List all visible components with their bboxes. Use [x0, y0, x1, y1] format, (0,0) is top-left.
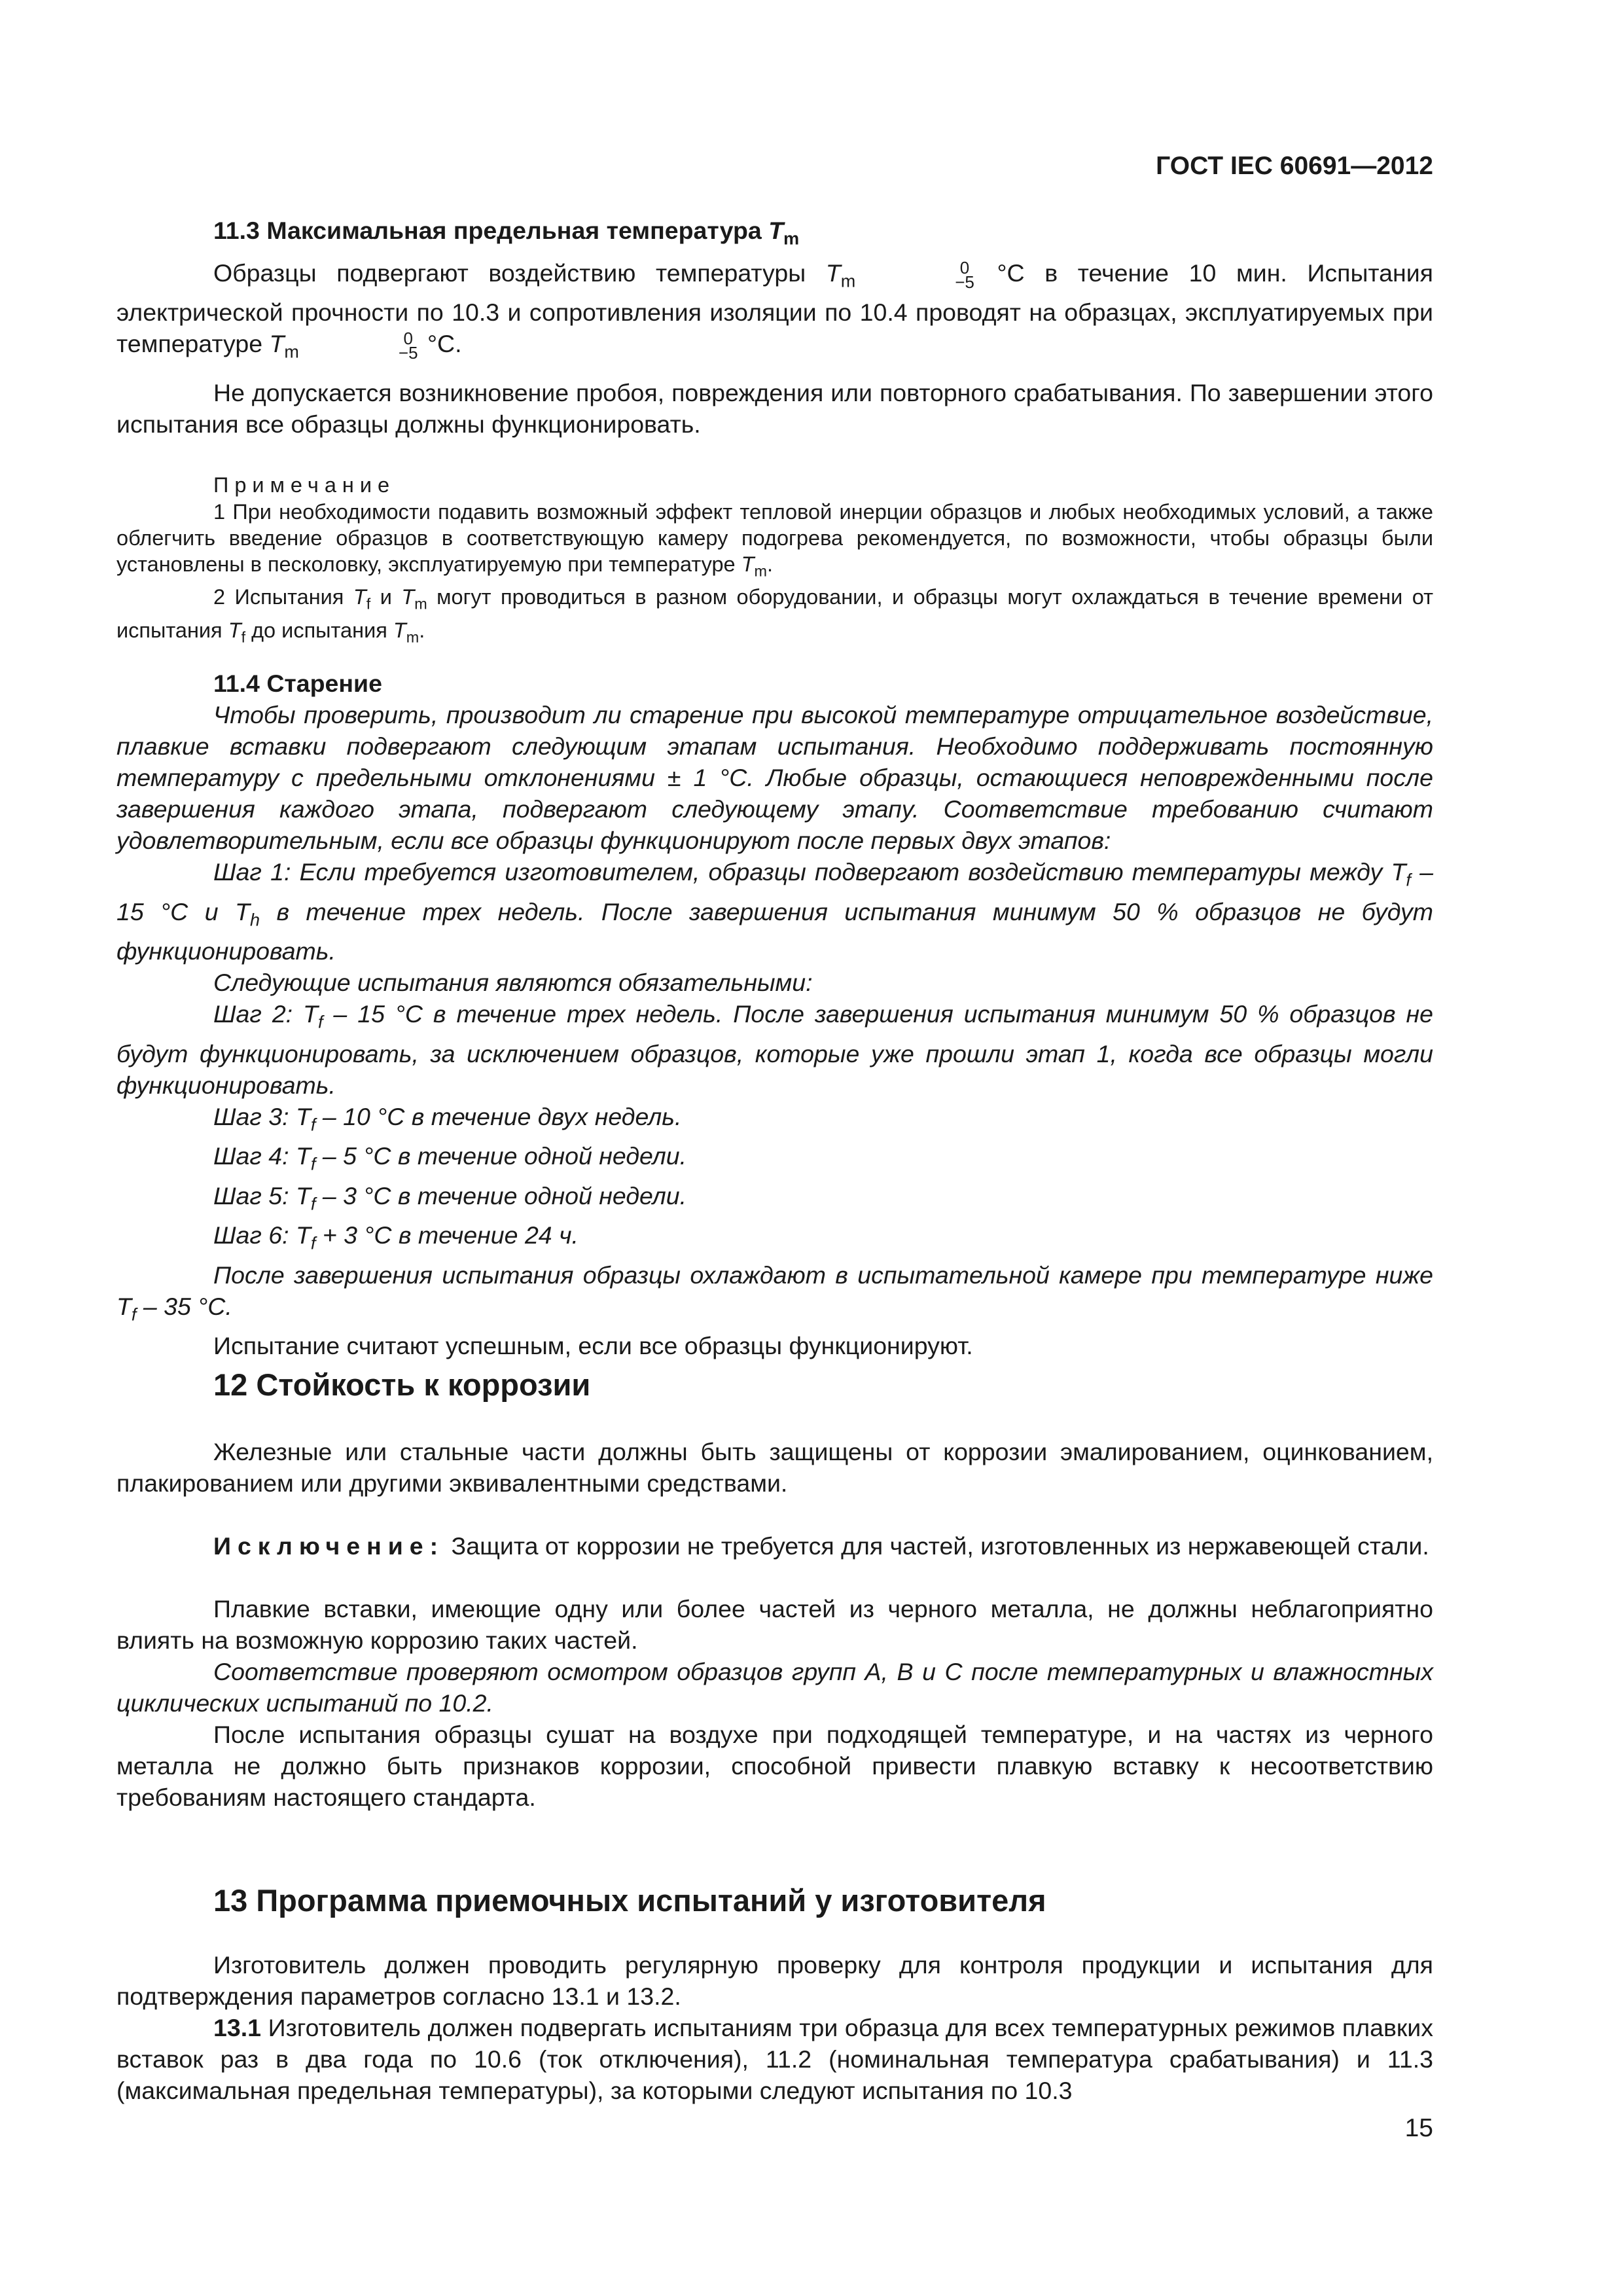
symbol-sub-f: f: [310, 1233, 316, 1253]
section-11-3-paragraph-2: Не допускается возникновение пробоя, повреждения или повторного срабатывания. По завершении этого испытания все образцы должны функционировать.: [116, 378, 1433, 438]
section-11-3-title-text: 11.3 Максимальная предельная температура: [213, 217, 769, 244]
symbol-T: T: [768, 217, 784, 244]
text-run: 2 Испытания: [213, 585, 353, 609]
symbol-T: T: [1391, 858, 1406, 886]
text-run: – 35 °С.: [136, 1292, 232, 1320]
symbol-T: T: [295, 1102, 311, 1130]
symbol-sub-m: m: [840, 271, 856, 291]
text-run: могут проводиться в разном оборудовании, и образцы могут охлаждаться в течение времени от испытания: [116, 585, 1433, 642]
mandatory-tests: Следующие испытания являются обязательными:: [213, 969, 813, 996]
section-12-paragraph-4: После испытания образцы сушат на воздухе при подходящей температуре, и на частях из черного металла не должно быть признаков коррозии, способной привести плавкую вставку к несоответствию требованиям настоящего стандарта.: [116, 1721, 1433, 1811]
section-11-3-paragraph-1: [116, 257, 1433, 368]
text-run: – 3 °С в течение одной недели.: [315, 1181, 687, 1210]
text-run: Шаг 4:: [213, 1142, 296, 1170]
section-11-4-intro: Чтобы проверить, производит ли старение при высокой температуре отрицательное воздействие, плавкие вставки подвергают следующим этапам испытания. Необходимо поддерживать постоянную температуру с предельными отклонениями ± 1 °С. Любые образцы, остающиеся неповрежденными после завершения каждого этапа, подвергают следующему этапу. Соответствие требованию считают удовлетворительным, если все образцы функционируют после первых двух этапов:: [116, 701, 1433, 854]
exception-paragraph: [116, 1530, 1433, 1562]
text-run: Шаг 5:: [213, 1181, 296, 1210]
text-run: °С в течение 10 мин. Испытания электрической прочности по 10.3 и сопротивления изоляции по 10.4 проводят на образцах, эксплуатируемых при температуре: [116, 259, 1433, 357]
symbol-sub-f: f: [1406, 870, 1411, 890]
symbol-sub-m: m: [414, 595, 427, 613]
text-run: Шаг 6:: [213, 1221, 296, 1249]
text-run: Защита от коррозии не требуется для частей, изготовленных из нержавеющей стали.: [444, 1532, 1429, 1560]
text-run: в течение трех недель. После завершения испытания минимум 50 % образцов не будут функционировать.: [116, 897, 1433, 965]
section-13-paragraph-1: Изготовитель должен проводить регулярную проверку для контроля продукции и испытания для подтверждения параметров согласно 13.1 и 13.2.: [116, 1951, 1433, 2010]
text-run: После завершения испытания образцы охлаждают в испытательной камере при температуре ниже: [213, 1261, 1433, 1289]
text-run: Шаг 3:: [213, 1102, 296, 1130]
section-13-1-paragraph: [116, 2012, 1433, 2106]
text-run: до испытания: [245, 618, 393, 642]
symbol-T: T: [295, 1142, 311, 1170]
tolerance-upper: 0: [403, 329, 413, 349]
symbol-T: T: [295, 1221, 311, 1249]
text-run: Шаг 1: Если требуется изготовителем, образцы подвергают воздействию температуры между: [213, 858, 1391, 886]
symbol-sub-m: m: [406, 628, 419, 645]
tolerance: [858, 257, 974, 292]
cooling-paragraph: [116, 1259, 1433, 1331]
symbol-sub-f: f: [310, 1115, 316, 1134]
text-run: – 5 °С в течение одной недели.: [315, 1142, 687, 1170]
tolerance-upper: 0: [959, 257, 970, 278]
section-12: [116, 1365, 1433, 1813]
text-run: – 10 °С в течение двух недель.: [315, 1102, 682, 1130]
symbol-sub-f: f: [317, 1012, 323, 1032]
symbol-sub-f: f: [241, 628, 246, 645]
symbol-T: T: [825, 259, 841, 287]
document-header: ГОСТ IEC 60691—2012: [1156, 152, 1433, 180]
note-2: [116, 584, 1433, 650]
section-12-paragraph-3: Соответствие проверяют осмотром образцов групп А, В и С после температурных и влажностных циклических испытаний по 10.2.: [116, 1658, 1433, 1717]
tolerance-lower: −5: [398, 343, 418, 363]
symbol-T: T: [393, 618, 406, 642]
symbol-sub-m: m: [754, 562, 767, 579]
text-run: + 3 °С в течение 24 ч.: [315, 1221, 579, 1249]
symbol-sub-f: f: [310, 1154, 316, 1174]
symbol-T: T: [295, 1181, 311, 1210]
note-1: [116, 499, 1433, 584]
step-3: [116, 1101, 1433, 1141]
text-run: Шаг 2:: [213, 1000, 304, 1028]
symbol-T: T: [269, 330, 285, 357]
page-number: 15: [1404, 2114, 1433, 2142]
symbol-T: T: [235, 897, 250, 925]
tolerance-lower: −5: [955, 272, 974, 292]
text-run: °С.: [420, 330, 462, 357]
symbol-T: T: [353, 585, 366, 609]
success-paragraph: Испытание считают успешным, если все образцы функционируют.: [213, 1332, 973, 1359]
symbol-sub-f: f: [366, 595, 371, 613]
step-2: [116, 998, 1433, 1101]
section-11-4-title: 11.4 Старение: [213, 670, 382, 697]
exception-label: Исключение:: [213, 1532, 445, 1560]
symbol-sub-h: h: [249, 910, 260, 929]
text-run: .: [419, 618, 425, 642]
section-11-3-title: [116, 215, 1433, 255]
section-12-title: 12 Стойкость к коррозии: [213, 1367, 591, 1402]
step-5: [116, 1180, 1433, 1220]
symbol-sub-f: f: [310, 1194, 316, 1213]
section-11-3: [116, 215, 1433, 650]
text-run: и: [370, 585, 402, 609]
section-11-4: [116, 668, 1433, 1361]
text-run: – 15 °С и: [116, 858, 1433, 925]
step-4: [116, 1140, 1433, 1180]
step-6: [116, 1219, 1433, 1259]
symbol-T: T: [116, 1292, 132, 1320]
section-13-title: 13 Программа приемочных испытаний у изготовителя: [213, 1883, 1046, 1918]
section-12-paragraph-2: Плавкие вставки, имеющие одну или более частей из черного металла, не должны неблагоприятно влиять на возможную коррозию таких частей.: [116, 1595, 1433, 1654]
symbol-T: T: [228, 618, 241, 642]
symbol-sub-f: f: [131, 1304, 137, 1324]
text-run: – 15 °С в течение трех недель. После завершения испытания минимум 50 % образцов не будут функционировать, за исключением образцов, которые уже прошли этап 1, когда все образцы могли функционировать.: [116, 1000, 1434, 1099]
tolerance: [302, 329, 418, 363]
note-label: Примечание: [213, 473, 396, 497]
symbol-T: T: [741, 552, 755, 576]
symbol-T: T: [401, 585, 415, 609]
text-run: Образцы подвергают воздействию температуры: [213, 259, 826, 287]
symbol-sub-m: m: [284, 342, 299, 362]
step-1: [116, 856, 1433, 967]
text-run: Изготовитель должен подвергать испытаниям три образца для всех температурных режимов плавких вставок раз в два года по 10.6 (ток отключения), 11.2 (номинальная температура срабатывания) и 11.3 (максимальная предельная температуры), за которыми следуют испытания по 10.3: [116, 2014, 1433, 2104]
section-12-paragraph-1: Железные или стальные части должны быть защищены от коррозии эмалированием, оцинкованием, плакированием или другими эквивалентными средствами.: [116, 1438, 1433, 1497]
symbol-T: T: [303, 1000, 318, 1028]
symbol-sub-m: m: [783, 228, 800, 249]
section-13: [116, 1881, 1433, 2106]
text-run: 1 При необходимости подавить возможный эффект тепловой инерции образцов и любых необходимых условий, а также облегчить введение образцов в соответствующую камеру подогрева рекомендуется, по возможности, чтобы образцы были установлены в песколовку, эксплуатируемую при температуре: [116, 499, 1433, 576]
text-run: .: [767, 552, 774, 576]
clause-number: 13.1: [213, 2014, 261, 2041]
